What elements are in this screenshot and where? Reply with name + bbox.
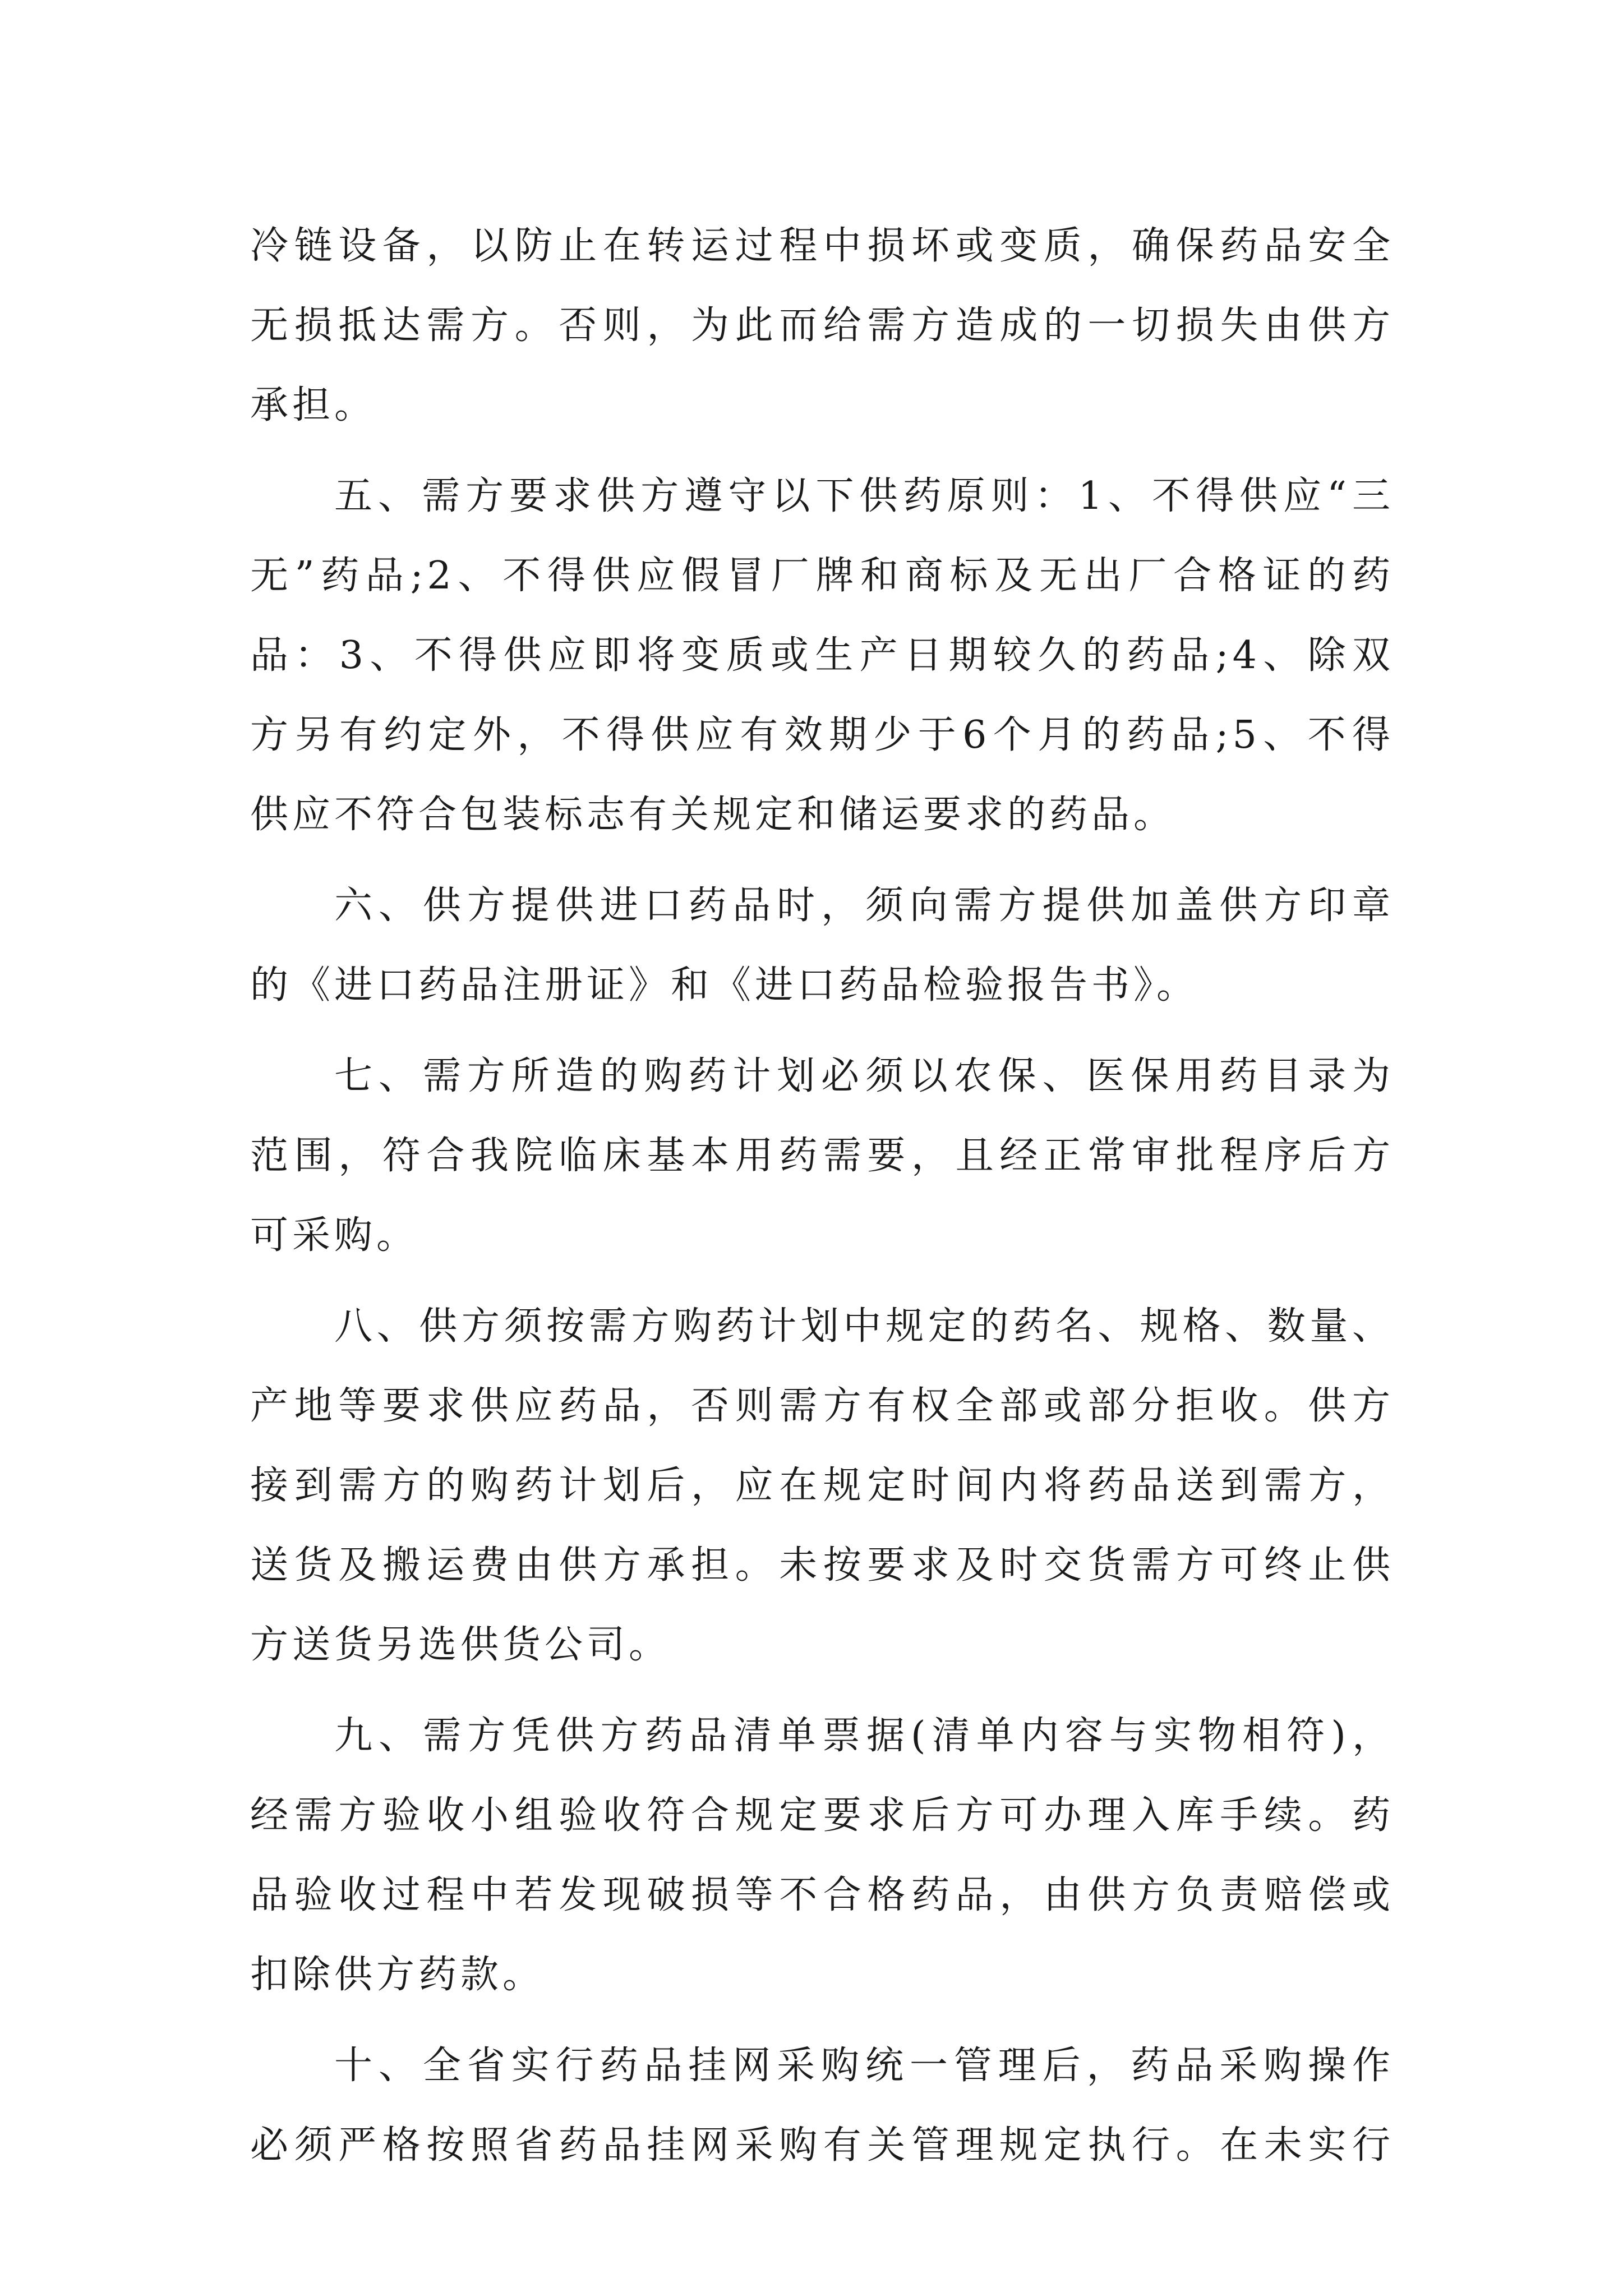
paragraph-6: [250, 866, 1394, 1025]
paragraph-7: [250, 1037, 1394, 1276]
text-line: 冷链设备，以防止在转运过程中损坏或变质，确保药品安全: [250, 224, 1394, 268]
text-line: 五、需方要求供方遵守以下供药原则：1、不得供应“三: [334, 474, 1394, 518]
text-line: 方送货另选供货公司。: [250, 1623, 671, 1667]
text-line: 范围，符合我院临床基本用药需要，且经正常审批程序后方: [250, 1134, 1394, 1178]
text-line: 接到需方的购药计划后，应在规定时间内将药品送到需方，: [250, 1464, 1394, 1508]
text-line: 方另有约定外，不得供应有效期少于6个月的药品;5、不得: [250, 713, 1394, 757]
text-line: 送货及搬运费由供方承担。未按要求及时交货需方可终止供: [250, 1543, 1394, 1588]
text-line: 六、供方提供进口药品时，须向需方提供加盖供方印章: [334, 884, 1394, 928]
paragraph-4-continuation: [250, 206, 1394, 445]
text-line: 无”药品;2、不得供应假冒厂牌和商标及无出厂合格证的药: [250, 554, 1394, 598]
paragraph-5: [250, 457, 1394, 855]
text-line: 无损抵达需方。否则，为此而给需方造成的一切损失由供方: [250, 303, 1394, 348]
text-line: 十、全省实行药品挂网采购统一管理后，药品采购操作: [334, 2044, 1394, 2088]
paragraph-10: [250, 2026, 1394, 2185]
paragraph-8: [250, 1287, 1394, 1685]
text-line: 扣除供方药款。: [250, 1953, 545, 1997]
text-line: 必须严格按照省药品挂网采购有关管理规定执行。在未实行: [250, 2123, 1394, 2168]
text-line: 可采购。: [250, 1213, 419, 1258]
text-line: 九、需方凭供方药品清单票据(清单内容与实物相符)，: [334, 1714, 1394, 1758]
text-line: 八、供方须按需方购药计划中规定的药名、规格、数量、: [334, 1304, 1394, 1349]
text-line: 承担。: [250, 383, 377, 427]
text-line: 经需方验收小组验收符合规定要求后方可办理入库手续。药: [250, 1793, 1394, 1838]
text-line: 的《进口药品注册证》和《进口药品检验报告书》。: [250, 963, 1199, 1007]
text-line: 供应不符合包装标志有关规定和储运要求的药品。: [250, 793, 1176, 837]
text-line: 品：3、不得供应即将变质或生产日期较久的药品;4、除双: [250, 633, 1394, 678]
text-line: 七、需方所造的购药计划必须以农保、医保用药目录为: [334, 1054, 1394, 1098]
text-line: 品验收过程中若发现破损等不合格药品，由供方负责赔偿或: [250, 1873, 1394, 1917]
document-body: [250, 206, 1394, 2185]
paragraph-9: [250, 1696, 1394, 2015]
text-line: 产地等要求供应药品，否则需方有权全部或部分拒收。供方: [250, 1384, 1394, 1428]
